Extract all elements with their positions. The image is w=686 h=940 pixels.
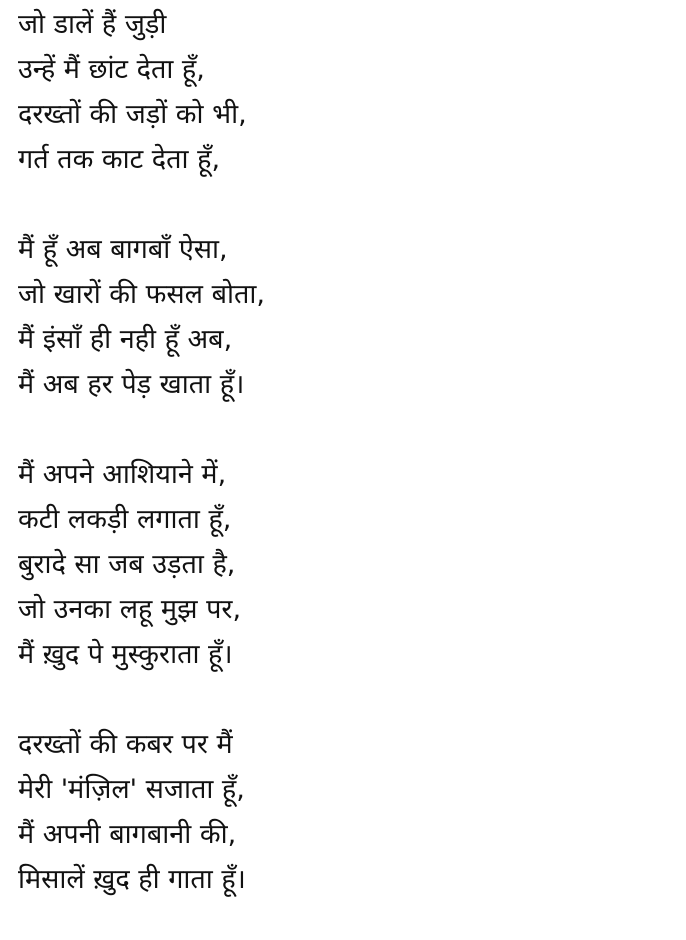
poem-line: जो उनका लहू मुझ पर,	[18, 594, 242, 625]
poem-line: मैं इंसाँ ही नही हूँ अब,	[18, 324, 233, 355]
poem-line: मिसालें ख़ुद ही गाता हूँ।	[18, 864, 246, 895]
poem-line: मैं हूँ अब बागबाँ ऐसा,	[18, 234, 228, 265]
stanza-3	[18, 452, 678, 677]
poem-line: दरख्तों की कबर पर मैं	[18, 729, 233, 760]
poem-line: कटी लकड़ी लगाता हूँ,	[18, 504, 232, 535]
poem-line: बुरादे सा जब उड़ता है,	[18, 549, 236, 580]
poem-line: मैं अब हर पेड़ खाता हूँ।	[18, 369, 245, 400]
stanza-2	[18, 227, 678, 407]
poem-line: गर्त तक काट देता हूँ,	[18, 144, 221, 175]
stanza-1	[18, 2, 678, 182]
stanza-4	[18, 722, 678, 902]
poem-line: मेरी 'मंज़िल' सजाता हूँ,	[18, 774, 245, 805]
poem-line: मैं ख़ुद पे मुस्कुराता हूँ।	[18, 639, 233, 670]
poem-line: जो डालें हैं जुड़ी	[18, 9, 167, 40]
poem-line: उन्हें मैं छांट देता हूँ,	[18, 54, 205, 85]
poem-line: दरख्तों की जड़ों को भी,	[18, 99, 247, 130]
poem-line: जो खारों की फसल बोता,	[18, 279, 265, 310]
poem-line: मैं अपने आशियाने में,	[18, 459, 227, 490]
poem-text	[18, 2, 678, 902]
poem-line: मैं अपनी बागबानी की,	[18, 819, 237, 850]
